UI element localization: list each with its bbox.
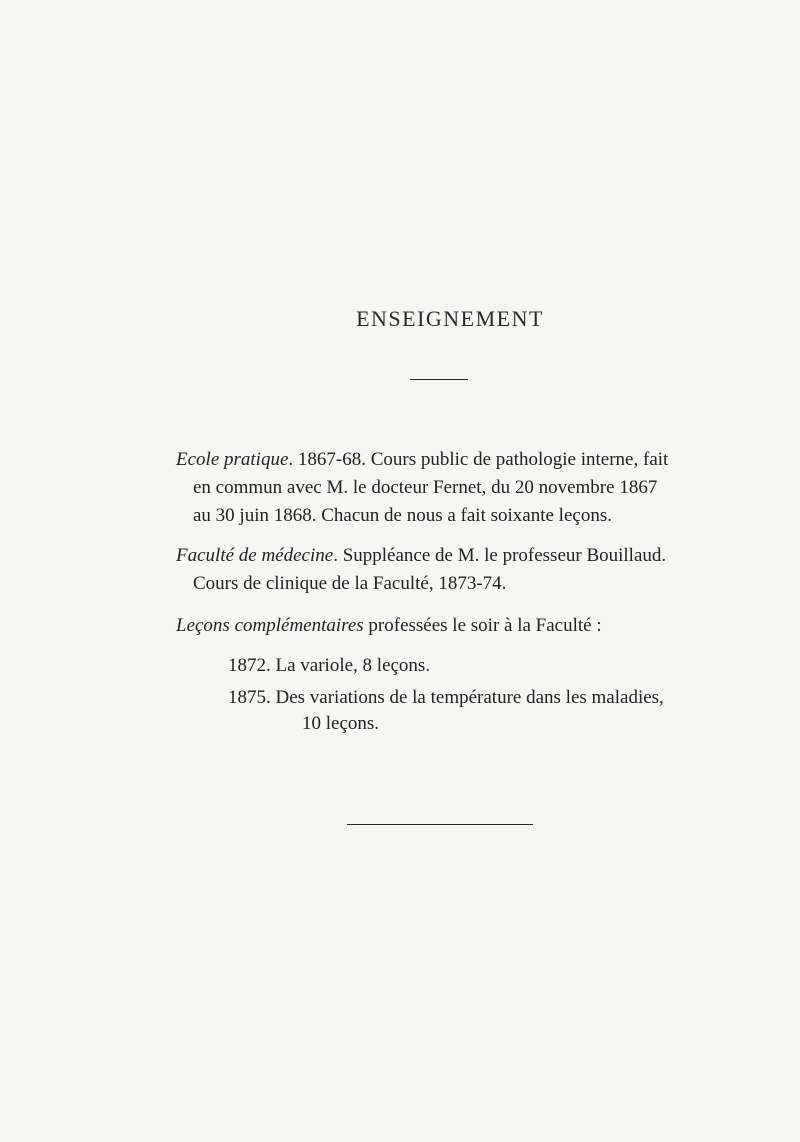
heading-divider [410,379,468,380]
lecture-1875-title: Des variations de la température dans les maladies, [275,687,664,708]
entry-ecole-pratique-label: Ecole pratique [176,449,289,470]
entry-faculte-text-1: . Suppléance de M. le professeur Bouillaud. [333,545,667,566]
entry-ecole-pratique-line-2: en commun avec M. le docteur Fernet, du 20 novembre 1867 [193,477,658,498]
entry-ecole-pratique-text-1: . 1867-68. Cours public de pathologie interne, fait [288,449,669,470]
lecture-1875-continued: 10 leçons. [302,713,380,734]
entry-ecole-pratique-line-3: au 30 juin 1868. Chacun de nous a fait soixante leçons. [193,505,612,526]
entry-lecons-text-1: professées le soir à la Faculté : [363,615,602,636]
entry-faculte-label: Faculté de médecine [176,545,334,566]
lecture-1872-title: La variole, 8 leçons. [275,655,431,676]
entry-faculte-line-1 [176,542,666,570]
entry-lecons-label: Leçons complémentaires [176,615,364,636]
entry-faculte-line-2: Cours de clinique de la Faculté, 1873-74. [193,573,507,594]
lecture-1875-year: 1875. [228,687,271,708]
entry-ecole-pratique-line-1 [176,446,668,474]
lecture-1872 [228,652,430,680]
page-heading: ENSEIGNEMENT [356,306,544,331]
closing-divider [347,824,533,825]
lecture-1875 [228,684,664,712]
entry-lecons-line-1 [176,612,602,640]
lecture-1872-year: 1872. [228,655,271,676]
